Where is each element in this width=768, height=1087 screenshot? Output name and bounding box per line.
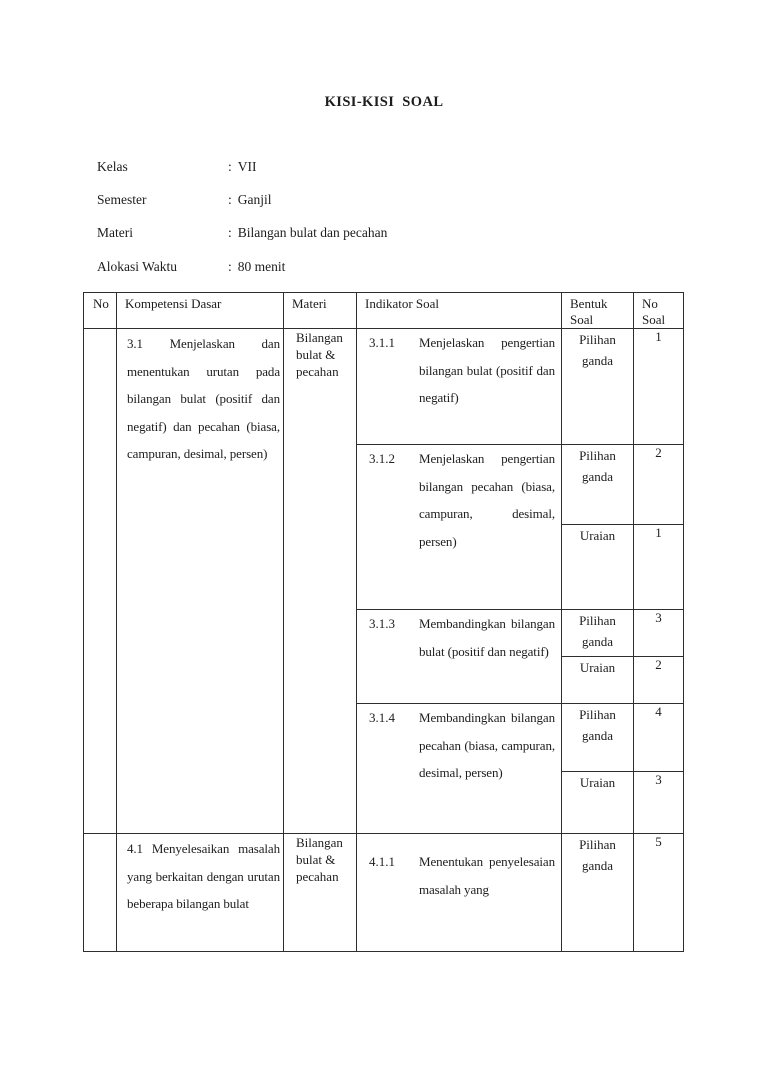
meta-row-kelas [97,150,657,183]
cell-no [84,834,117,952]
indicator-number: 3.1.1 [369,335,395,350]
meta-value: Bilangan bulat dan pecahan [237,225,388,241]
meta-label: Kelas [97,158,128,174]
cell-bentuk-soal: Uraian [562,525,634,610]
cell-no-soal: 2 [634,657,684,704]
meta-label: Semester [97,192,147,208]
cell-kompetensi-dasar [117,329,284,834]
materi-text: Bilangan bulat & pecahan [296,835,343,884]
indicator-text: Membandingkan bilangan pecahan (biasa, campuran, desimal, persen) [419,710,555,780]
meta-value: Ganjil [237,192,272,208]
indicator-text: Menjelaskan pengertian bilangan bulat (positif dan negatif) [419,335,555,405]
cell-no-soal: 3 [634,772,684,834]
header-cell-no-soal: No Soal [634,293,684,329]
meta-value: VII [237,158,257,174]
indicator-text: Menentukan penyelesaian masalah yang [419,854,555,897]
cell-bentuk-soal: Uraian [562,657,634,704]
meta-row-alokasi-waktu [97,250,657,283]
cell-indikator [357,329,562,445]
cell-bentuk-soal: Pilihan ganda [562,704,634,772]
cell-materi [284,329,357,834]
indicator-number: 3.1.2 [369,451,395,466]
page-title: KISI-KISI SOAL [324,94,444,110]
header-cell-kompetensi-dasar: Kompetensi Dasar [117,293,284,329]
meta-colon: : [228,225,232,241]
cell-indikator [357,834,562,952]
indicator-number: 3.1.4 [369,710,395,725]
cell-indikator [357,704,562,834]
cell-no [84,329,117,834]
header-cell-materi: Materi [284,293,357,329]
cell-no-soal: 1 [634,329,684,445]
table-row [84,834,684,952]
kisi-kisi-table [83,292,684,952]
indicator-number: 3.1.3 [369,616,395,631]
meta-label: Materi [97,225,133,241]
cell-no-soal: 5 [634,834,684,952]
table-header-row [84,293,684,329]
cell-bentuk-soal: Uraian [562,772,634,834]
cell-no-soal: 1 [634,525,684,610]
table-row [84,329,684,445]
kompetensi-dasar-text: 3.1 Menjelaskan dan menentukan urutan pada bilangan bulat (positif dan negatif) dan pecahan (biasa, campuran, desimal, persen) [127,336,280,461]
meta-colon: : [228,258,232,274]
indicator-text: Membandingkan bilangan bulat (positif dan negatif) [419,616,555,659]
meta-section [97,150,657,284]
cell-bentuk-soal: Pilihan ganda [562,445,634,525]
header-cell-bentuk-soal: Bentuk Soal [562,293,634,329]
meta-colon: : [228,158,232,174]
indicator-text: Menjelaskan pengertian bilangan pecahan (biasa, campuran, desimal, persen) [419,451,555,549]
cell-no-soal: 2 [634,445,684,525]
kompetensi-dasar-text: 4.1 Menyelesaikan masalah yang berkaitan dengan urutan beberapa bilangan bulat [127,841,280,911]
cell-kompetensi-dasar [117,834,284,952]
cell-indikator [357,610,562,704]
cell-materi [284,834,357,952]
cell-no-soal: 3 [634,610,684,657]
cell-bentuk-soal: Pilihan ganda [562,329,634,445]
header-cell-indikator-soal: Indikator Soal [357,293,562,329]
meta-row-semester [97,183,657,216]
meta-row-materi [97,217,657,250]
cell-bentuk-soal: Pilihan ganda [562,610,634,657]
materi-text: Bilangan bulat & pecahan [296,330,343,379]
indicator-number: 4.1.1 [369,854,395,869]
cell-indikator [357,445,562,610]
cell-bentuk-soal: Pilihan ganda [562,834,634,952]
header-cell-no: No [84,293,117,329]
meta-label: Alokasi Waktu [97,258,178,274]
meta-value: 80 menit [237,258,286,274]
meta-colon: : [228,192,232,208]
cell-no-soal: 4 [634,704,684,772]
